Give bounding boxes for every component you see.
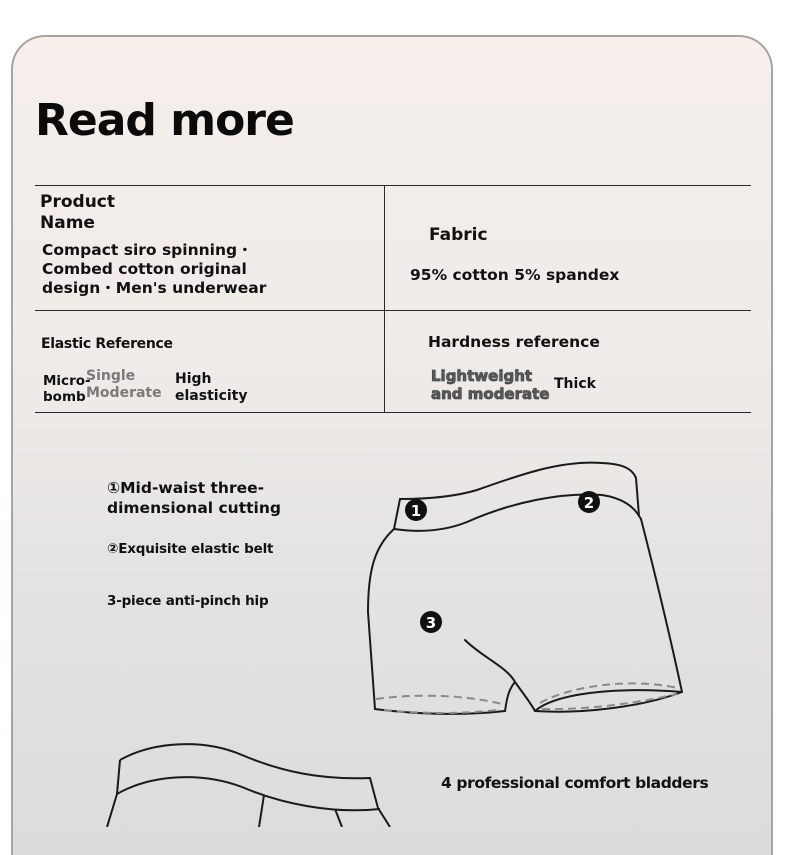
right-side-outline (641, 519, 682, 692)
left-leg-inner (505, 682, 515, 711)
elastic-option-high-line1: High (175, 371, 212, 387)
page-title: Read more (35, 95, 294, 146)
product-name-value-line3: design・Men's underwear (42, 279, 267, 297)
marker-2 (578, 491, 600, 513)
feature-1-line1: ①Mid-waist three- (107, 479, 265, 497)
hardness-option-thick: Thick (554, 376, 596, 392)
underwear-illustration (13, 37, 773, 827)
second-garment-outline (107, 744, 390, 827)
marker-2-label: 2 (583, 494, 595, 512)
feature-1-line2: dimensional cutting (107, 499, 281, 517)
elastic-option-micro-bomb-line1: Micro- (43, 373, 91, 389)
left-side-outline (368, 529, 394, 709)
waistband-left-edge (394, 499, 400, 529)
hardness-option-lightweight-line1: Lightweight (431, 367, 533, 385)
feature-4-bladders: 4 professional comfort bladders (441, 774, 709, 792)
product-name-label-line1: Product (40, 192, 115, 212)
elastic-reference-label: Elastic Reference (41, 336, 173, 352)
crotch-seam (465, 640, 535, 711)
hardness-option-lightweight-line2: and moderate (431, 385, 550, 403)
feature-3: 3-piece anti-pinch hip (107, 593, 269, 609)
waistband-top-outline (400, 463, 639, 516)
marker-1-label: 1 (410, 502, 422, 520)
elastic-option-high-line2: elasticity (175, 388, 248, 404)
elastic-option-micro-bomb-line2: bomb (43, 389, 86, 405)
left-leg-stitch-upper (376, 696, 502, 704)
elastic-option-single-moderate-line1: Single (86, 368, 136, 384)
fabric-value: 95% cotton 5% spandex (410, 266, 620, 284)
elastic-option-single-moderate-line2: Moderate (86, 385, 162, 401)
hardness-reference-label: Hardness reference (428, 333, 600, 351)
marker-3-label: 3 (425, 614, 437, 632)
fabric-label: Fabric (429, 225, 488, 245)
marker-3 (420, 611, 442, 633)
marker-1 (405, 499, 427, 521)
feature-2: ②Exquisite elastic belt (107, 541, 274, 557)
waistband-bottom-outline (394, 494, 641, 530)
product-name-value-line2: Combed cotton original (42, 260, 247, 278)
product-name-value-line1: Compact siro spinning・ (42, 241, 253, 259)
product-name-label-line2: Name (40, 213, 95, 233)
product-details-card (11, 35, 773, 855)
right-leg-stitch-lower (542, 694, 677, 709)
